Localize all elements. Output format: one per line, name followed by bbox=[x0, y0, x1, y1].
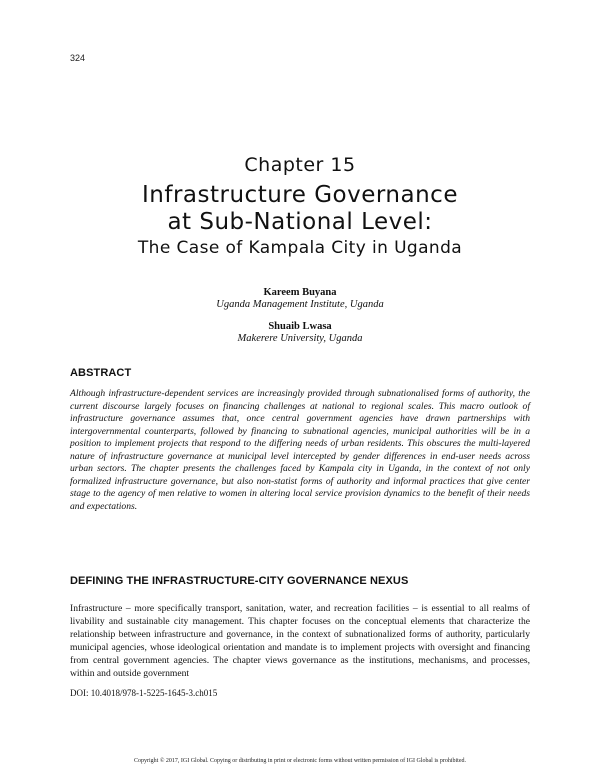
chapter-subtitle: The Case of Kampala City in Uganda bbox=[137, 238, 463, 258]
chapter-title-line-1: Infrastructure Governance bbox=[142, 182, 458, 208]
chapter-title-line-2: at Sub-National Level: bbox=[167, 209, 433, 235]
doi: DOI: 10.4018/978-1-5225-1645-3.ch015 bbox=[70, 688, 218, 698]
chapter-label: Chapter 15 bbox=[244, 154, 356, 176]
author-affiliation: Makerere University, Uganda bbox=[237, 333, 363, 344]
section-heading: DEFINING THE INFRASTRUCTURE-CITY GOVERNANCE NEXUS bbox=[70, 575, 409, 587]
section-body: Infrastructure – more specifically transport, sanitation, water, and recreation facilities – is essential to all realms of livability and sustainable city management. This chapter focuses on the conceptual elements that characterize the relationship between infrastructure and governance, in the context of subnationalized forms of authority, particularly municipal agencies, whose ideological orientation and mandate is to implement projects with oversight and financing from central government agencies. The chapter views governance as the institutions, mechanisms, and processes, within and outside government bbox=[70, 603, 530, 679]
author-name: Shuaib Lwasa bbox=[268, 321, 332, 332]
author-name: Kareem Buyana bbox=[263, 287, 337, 298]
abstract-heading: ABSTRACT bbox=[70, 367, 132, 379]
copyright-notice: Copyright © 2017, IGI Global. Copying or distributing in print or electronic forms without written permission of IGI Global is prohibited. bbox=[133, 758, 466, 764]
page-number: 324 bbox=[70, 53, 86, 63]
abstract-body: Although infrastructure-dependent services are increasingly provided through subnationalised forms of authority, the current discourse largely focuses on financing challenges at national to regional scales. This macro outlook of infrastructure governance assumes that, once central government agencies have drawn partnerships with intergovernmental counterparts, followed by financing to subnational agencies, municipal authorities will be in a position to implement projects that respond to the differing needs of urban residents. This obscures the multi-layered nature of infrastructure governance at municipal level intercepted by gender differences in end-user needs across urban sectors. The chapter presents the challenges faced by Kampala city in Uganda, in the context of not only formalized infrastructure governance, but also non-statist forms of authority and informal practices that give center stage to the agency of men relative to women in altering local service provision dynamics to the benefit of their needs and expectations. bbox=[70, 388, 530, 512]
author-affiliation: Uganda Management Institute, Uganda bbox=[216, 299, 384, 310]
